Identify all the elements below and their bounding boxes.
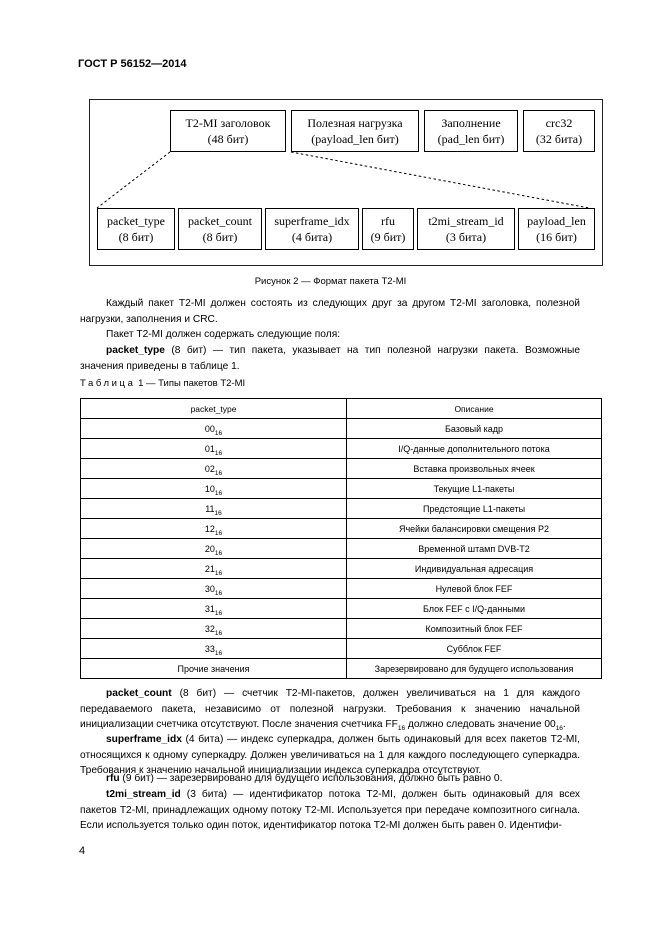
table-caption-text: 1 — Типы пакетов T2-MI [135,378,246,389]
box-packet-count [178,208,262,250]
code-base: 16 [214,589,223,597]
code-cell [81,539,347,559]
code-value: 33 [204,643,215,654]
paragraph-packet-count [80,686,580,733]
term-superframe-idx: superframe_idx [106,734,182,745]
t2mi-stream-id-text: (3 бита) — идентификатор потока T2-MI, должен быть одинаковый для всех пакетов T2-MI, принадлежащих одному потоку T2-MI. Используется при передаче композитного сигнала. Если используется только один поток, идентификатор потока T2-MI должен быть равен 0. Идентифи- [80,789,580,831]
box-label: T2-MI заголовок [185,116,271,130]
code-cell [81,419,347,439]
box-size: (payload_len бит) [311,132,399,146]
table-row [81,559,602,579]
box-label: payload_len [527,214,586,228]
code-cell [81,599,347,619]
paragraph-rfu [80,771,580,787]
box-label: rfu [381,214,395,228]
description-cell: Базовый кадр [347,419,602,439]
code-base: 16 [214,569,223,577]
description-cell: Временной штамп DVB-T2 [347,539,602,559]
description-cell: Вставка произвольных ячеек [347,459,602,479]
table-row [81,659,602,679]
table-row [81,539,602,559]
box-label: packet_count [188,214,252,228]
description-cell: Предстоящие L1-пакеты [347,499,602,519]
paragraph-packet-type [80,343,580,374]
table-row [81,599,602,619]
code-base: 16 [214,469,223,477]
code-base: 16 [214,649,223,657]
table-row [81,579,602,599]
code-cell [81,499,347,519]
code-base: 16 [214,509,222,517]
box-size: (32 бита) [535,132,583,146]
code-value: 32 [204,623,215,634]
term-rfu: rfu [106,773,120,784]
code-value: 00 [204,423,215,434]
table-row [81,519,602,539]
box-size: (3 бита) [445,230,487,244]
box-label: crc32 [545,116,573,130]
superframe-idx-text: (4 бита) — индекс суперкадра, должен быть одинаковый для всех пакетов T2-MI, относящихся к одному суперкадру. Должен увеличиваться на 1 для каждого последующего суперкадра. Требования к значению начальной инициализации индекса суперкадра отсутствуют. [80,734,580,776]
description-cell: Зарезервировано для будущего использования [347,659,602,679]
table-header-description: Описание [347,399,602,419]
table-row [81,439,602,459]
code-cell [81,479,347,499]
code-cell [81,639,347,659]
description-cell: Нулевой блок FEF [347,579,602,599]
table-row [81,419,602,439]
description-cell: Композитный блок FEF [347,619,602,639]
packet-count-text: должно следовать значение 00 [405,719,556,730]
code-base: 16 [214,609,223,617]
code-value: 10 [204,483,215,494]
box-size: (48 бит) [207,132,249,146]
box-payload-len [518,208,595,250]
code-value: 31 [204,603,215,614]
code-value: 01 [204,443,215,454]
term-packet-count: packet_count [106,688,172,699]
box-t2mi-stream-id [417,208,515,250]
box-payload [291,110,419,152]
box-label: Полезная нагрузка [307,116,403,130]
table-header-packet-type: packet_type [81,399,347,419]
figure-caption: Рисунок 2 — Формат пакета T2-MI [254,276,407,287]
description-cell: Текущие L1-пакеты [347,479,602,499]
term-t2mi-stream-id: t2mi_stream_id [106,789,181,800]
box-label: superframe_idx [274,214,350,228]
code-value: 12 [204,523,215,534]
term-packet-type: packet_type [106,345,165,356]
box-rfu [362,208,414,250]
code-value: 02 [204,463,215,474]
code-cell [81,559,347,579]
table-caption [80,378,245,389]
packet-count-text: . [562,719,566,730]
box-t2mi-header [170,110,286,152]
code-value: 20 [204,543,215,554]
paragraph-packet-structure: Каждый пакет T2-MI должен состоять из следующих друг за другом T2-MI заголовка, полезной нагрузки, заполнения и CRC. [80,298,580,325]
packet-count-text: (8 бит) — счетчик T2-MI-пакетов, должен увеличиваться на 1 для каждого передаваемого пакета, независимо от полезной нагрузки. Требования к значению начальной инициализации счетчика отсутствуют. После значения счетчика FF [80,688,580,730]
box-padding [424,110,518,152]
box-label: packet_type [107,214,165,228]
table-caption-prefix: Таблица [80,378,136,389]
box-size: (8 бит) [118,230,154,244]
code-cell [81,439,347,459]
table-row [81,619,602,639]
code-cell [81,459,347,479]
table-header-row [81,399,602,419]
table-row [81,479,602,499]
code-base: 16 [214,529,223,537]
code-value: 11 [205,503,215,514]
table-row [81,639,602,659]
table-row [81,459,602,479]
hex-base: 16 [555,725,563,732]
hex-base: 16 [397,725,406,732]
box-packet-type [97,208,175,250]
code-base: 16 [214,489,223,497]
description-cell: Ячейки балансировки смещения P2 [347,519,602,539]
box-size: (pad_len бит) [437,132,505,146]
paragraph-fields-intro: Пакет T2-MI должен содержать следующие поля: [106,329,341,340]
description-cell: I/Q-данные дополнительного потока [347,439,602,459]
rfu-text: (9 бит) — зарезервировано для будущего использования, должно быть равно 0. [119,773,503,784]
code-value: 30 [204,583,215,594]
box-size: (4 бита) [291,230,333,244]
packet-type-text: (8 бит) — тип пакета, указывает на тип полезной нагрузки пакета. Возможные значения приведены в таблице 1. [80,345,580,372]
code-cell [81,519,347,539]
code-cell: Прочие значения [81,659,347,679]
description-cell: Блок FEF с I/Q-данными [347,599,602,619]
code-base: 16 [214,629,223,637]
code-cell [81,619,347,639]
box-size: (16 бит) [536,230,577,244]
code-base: 16 [214,429,223,437]
description-cell: Индивидуальная адресация [347,559,602,579]
box-label: t2mi_stream_id [428,214,504,228]
document-header: ГОСТ Р 56152—2014 [78,58,187,70]
code-base: 16 [214,549,223,557]
paragraph-t2mi-stream-id [80,787,580,834]
box-label: Заполнение [441,116,501,130]
box-superframe-idx [265,208,359,250]
code-base: 16 [214,449,223,457]
page-number: 4 [79,845,86,857]
description-cell: Субблок FEF [347,639,602,659]
packet-types-table [80,398,602,679]
code-value: 21 [204,563,215,574]
table-row [81,499,602,519]
box-size: (9 бит) [370,230,406,244]
code-cell [81,579,347,599]
box-size: (8 бит) [202,230,238,244]
box-crc32 [523,110,595,152]
